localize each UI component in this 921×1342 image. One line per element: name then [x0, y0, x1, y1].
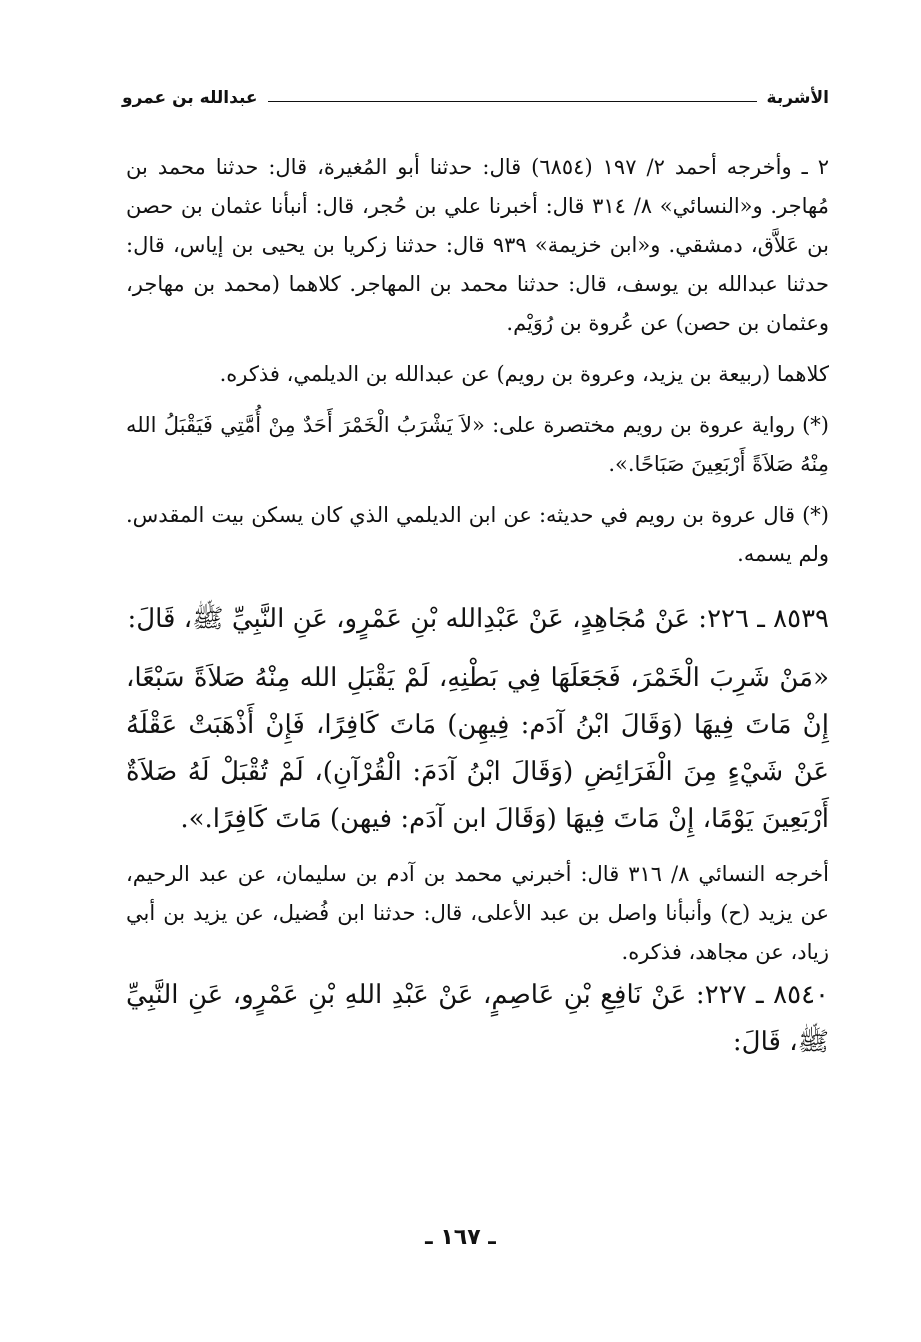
running-header	[122, 88, 829, 108]
paragraph-takhrij-1: ٢ ـ وأخرجه أحمد ٢/ ١٩٧ (٦٨٥٤) قال: حدثنا أبو المُغيرة، قال: حدثنا محمد بن مُهاجر. و«النسائي» ٨/ ٣١٤ قال: أخبرنا علي بن حُجر، قال: أنبأنا عثمان بن حصن بن عَلاَّق، دمشقي. و«ابن خزيمة» ٩٣٩ قال: حدثنا زكريا بن يحيى بن إياس، قال: حدثنا عبدالله بن يوسف، قال: حدثنا محمد بن المهاجر. كلاهما (محمد بن مهاجر، وعثمان بن حصن) عن عُروة بن رُوَيْم.	[126, 155, 829, 335]
paragraph-takhrij-2: كلاهما (ربيعة بن يزيد، وعروة بن رويم) عن عبدالله بن الديلمي، فذكره.	[219, 362, 829, 386]
paragraph-note-2: (*) قال عروة بن رويم في حديثه: عن ابن الديلمي الذي كان يسكن بيت المقدس. ولم يسمه.	[126, 503, 829, 566]
page-body	[126, 148, 829, 1066]
hadith-8539-matn: «مَنْ شَرِبَ الْخَمْرَ، فَجَعَلَهَا فِي بَطْنِهِ، لَمْ يَقْبَلِ الله مِنْهُ صَلاَةً سَبْعًا، إِنْ مَاتَ فِيهَا (وَقَالَ ابْنُ آدَم: فِيهِن) مَاتَ كَافِرًا، فَإِنْ أَذْهَبَتْ عَقْلَهُ عَنْ شَيْءٍ مِنَ الْفَرَائِضِ (وَقَالَ ابْنُ آدَمَ: الْقُرْآنِ)، لَمْ تُقْبَلْ لَهُ صَلاَةٌ أَرْبَعِينَ يَوْمًا، إِنْ مَاتَ فِيهَا (وَقَالَ ابن آدَم: فيهن) مَاتَ كَافِرًا.».	[126, 663, 829, 834]
header-companion-name: عبدالله بن عمرو	[122, 88, 258, 108]
page-number: ـ ١٦٧ ـ	[425, 1225, 496, 1250]
paragraph-note-1: (*) رواية عروة بن رويم مختصرة على: «لاَ يَشْرَبُ الْخَمْرَ أَحَدٌ مِنْ أُمَّتِي فَيَقْبَلُ الله مِنْهُ صَلاَةً أَرْبَعِينَ صَبَاحًا.».	[126, 413, 829, 476]
header-rule	[268, 101, 757, 102]
paragraph-takhrij-3: أخرجه النسائي ٨/ ٣١٦ قال: أخبرني محمد بن آدم بن سليمان، عن عبد الرحيم، عن يزيد (ح) وأنبأنا واصل بن عبد الأعلى، قال: حدثنا ابن فُضيل، عن يزيد بن أبي زياد، عن مجاهد، فذكره.	[126, 862, 829, 964]
header-chapter-title: الأشربة	[766, 88, 829, 108]
hadith-8539-isnad: ٨٥٣٩ ـ ٢٢٦: عَنْ مُجَاهِدٍ، عَنْ عَبْدِالله بْنِ عَمْرٍو، عَنِ النَّبِيِّ ﷺ، قَالَ:	[127, 604, 829, 634]
hadith-8540-isnad: ٨٥٤٠ ـ ٢٢٧: عَنْ نَافِعِ بْنِ عَاصِمٍ، عَنْ عَبْدِ اللهِ بْنِ عَمْرٍو، عَنِ النَّبِيِّ ﷺ، قَالَ:	[126, 980, 829, 1057]
